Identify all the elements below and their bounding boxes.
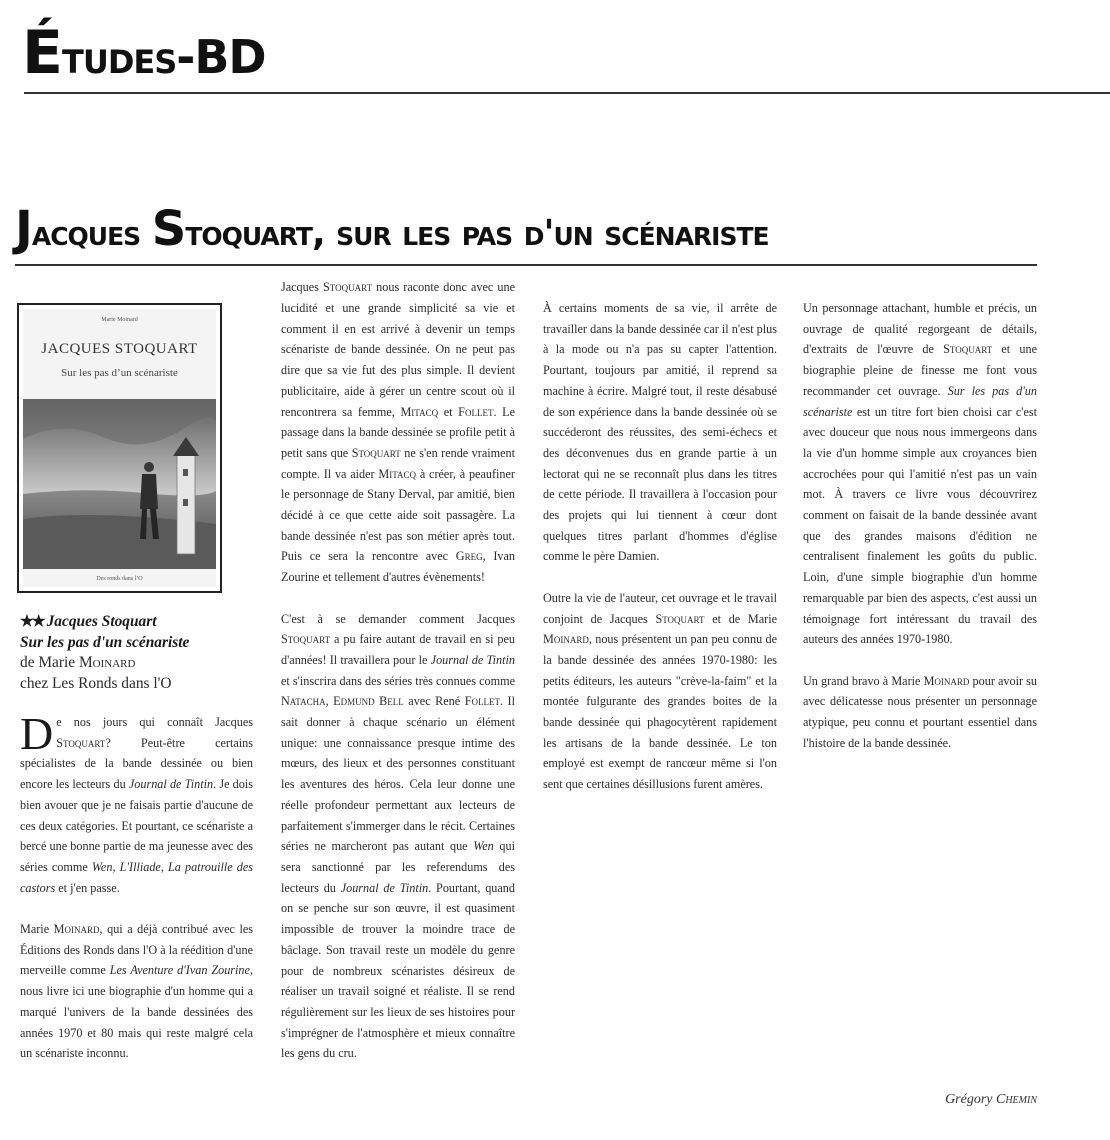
- cover-photo: [23, 399, 216, 569]
- caption-title: ★★ Jacques Stoquart: [20, 613, 157, 630]
- column-4: [803, 298, 1037, 774]
- paragraph-6: Outre la vie de l'auteur, cet ouvrage et le travail conjoint de Jacques Stoquart et de Marie Moinard, nous présentent un pan peu connu de la bande dessinée des années 1970-1980: les petits éditeurs, les auteurs "crève-la-faim" et la montée fulgurante des grandes boites de la bande dessinée qui phagocytèrent rapidement les artisans de la bande dessinée. Le ton employé est exempt de rancœur même si l'on sent que certaines désillusions furent amères.: [543, 590, 777, 792]
- book-cover-image: [17, 303, 222, 593]
- section-title: Études-BD: [22, 18, 266, 88]
- caption-publisher: chez Les Ronds dans l'O: [20, 675, 172, 693]
- paragraph-8: Un grand bravo à Marie Moinard pour avoir su avec délicatesse nous présenter un personnage atypique, peu connu et pourtant essentiel dans l'histoire de la bande dessinée.: [803, 673, 1038, 750]
- column-1: [20, 708, 254, 1085]
- paragraph-3: Jacques Stoquart nous raconte donc avec une lucidité et une grande simplicité sa vie et comment il en est arrivé à devenir un temps scénariste de bande dessinée. On ne peut pas dire que sa vie fut des plus simple. Il devient publicitaire, aide à gérer un centre scout où il rencontrera sa femme, Mitacq et Follet. Le passage dans la bande dessinée se profile petit à petit sans que Stoquart ne s'en rende vraiment compte. Il va aider Mitacq à créer, à peaufiner le personnage de Stany Derval, par amitié, bien décidé à ce que cette aide soit passagère. La bande dessinée n'est pas son métier après tout. Puis ce sera la rencontre avec Greg, Ivan Zourine et tellement d'autres évènements!: [281, 280, 516, 585]
- caption-author: de Marie Moinard: [20, 654, 136, 672]
- paragraph-5: À certains moments de sa vie, il arrête de travailler dans la bande dessinée car il n'est plus à la mode ou n'a pas su capter l'attention. Pourtant, toujours par amitié, il reprend sa machine à écrire. Malgré tout, il reste désabusé de son expérience dans la bande dessinée où se succéderont des réussites, des semi-échecs et des déconvenues dus en grande partie à un lectorat qui ne se reconnaît plus dans les titres de cette période. Il travaillera à l'occasion pour des projets qui lui tiennent à cœur dont quelques titres parlant d'hommes d'église comme le père Damien.: [543, 301, 777, 564]
- headline-rule: [15, 264, 1037, 266]
- paragraph-4: C'est à se demander comment Jacques Stoquart a pu faire autant de travail en si peu d'années! Il travaillera pour le Journal de Tintin et s'inscrira dans des séries très connues comme Natacha, Edmund Bell avec René Follet. Il sait donner à chaque scénario un élément unique: une connaissance presque intime des mœurs, des lieux et des personnes constituant les aventures des héros. Cela leur donne une réelle profondeur permettant aux lecteurs de parfaitement s'immerger dans le récit. Certaines séries ne marcheront pas autant que Wen qui sera sanctionné par les referendums des lecteurs du Journal de Tintin. Pourtant, quand on se penche sur son œuvre, il est quasiment impossible de trouver la moindre trace de bâclage. Son travail reste un modèle du genre pour de nombreux scénaristes désireux de réaliser un travail soigné et réaliste. Il se rend régulièrement sur les lieux de ses histoires pour s'imprégner de l'atmosphère et mieux connaître les gens du cru.: [281, 611, 515, 1061]
- cover-publisher: Des ronds dans l’O: [96, 576, 143, 582]
- paragraph-7: Un personnage attachant, humble et précis, un ouvrage de qualité regorgeant de détails, d'extraits de l'œuvre de Stoquart et une biographie pleine de finesse me font vous recommander cet ouvrage. Sur les pas d'un scénariste est un titre fort bien choisi car c'est avec douceur que nous nous immergeons dans la vie d'un homme simple aux croyances bien accrochées pour qui l'amitié n'est pas un vain mot. À travers ce livre vous découvrirez comment on faisait de la bande dessinée avant que des grandes maisons d'édition ne centralisent finalement les goûts du public. Loin, d'une simple biographie d'un homme remarquable par bien des aspects, c'est aussi un témoignage fort intéressant du travail des auteurs des années 1970-1980.: [803, 301, 1037, 647]
- article-headline: Jacques Stoquart, sur les pas d'un scénariste: [15, 201, 769, 257]
- cover-author: Marie Moinard: [101, 317, 138, 323]
- top-rule: [24, 92, 1110, 94]
- signature: Grégory Chemin: [945, 1092, 1037, 1107]
- rating-stars: ★★: [20, 613, 44, 630]
- paragraph-1: De nos jours qui connaît Jacques Stoquart? Peut-être certains spécialistes de la bande dessinée ou bien encore les lecteurs du Journal de Tintin. Je dois bien avouer que je ne faisais partie d'aucune de ces deux catégories. Et pourtant, ce scénariste a bercé une bonne partie de ma jeunesse avec des séries comme Wen, L'Illiade, La patrouille des castors et j'en passe.: [20, 708, 254, 895]
- column-3: [543, 298, 777, 816]
- column-2: [281, 280, 516, 1085]
- cover-title: JACQUES STOQUART: [41, 341, 198, 357]
- caption-subtitle: Sur les pas d'un scénariste: [20, 633, 190, 651]
- paragraph-2: Marie Moinard, qui a déjà contribué avec les Éditions des Ronds dans l'O à la réédition d'une merveille comme Les Aventure d'Ivan Zourine, nous livre ici une biographie d'un homme qui a marqué l'univers de la bande dessinées des années 1970 et 80 mais qui reste malgré cela un scénariste inconnu.: [20, 922, 253, 1061]
- drop-cap: D: [20, 708, 54, 759]
- cover-subtitle: Sur les pas d’un scénariste: [61, 367, 178, 379]
- book-caption: [20, 612, 250, 695]
